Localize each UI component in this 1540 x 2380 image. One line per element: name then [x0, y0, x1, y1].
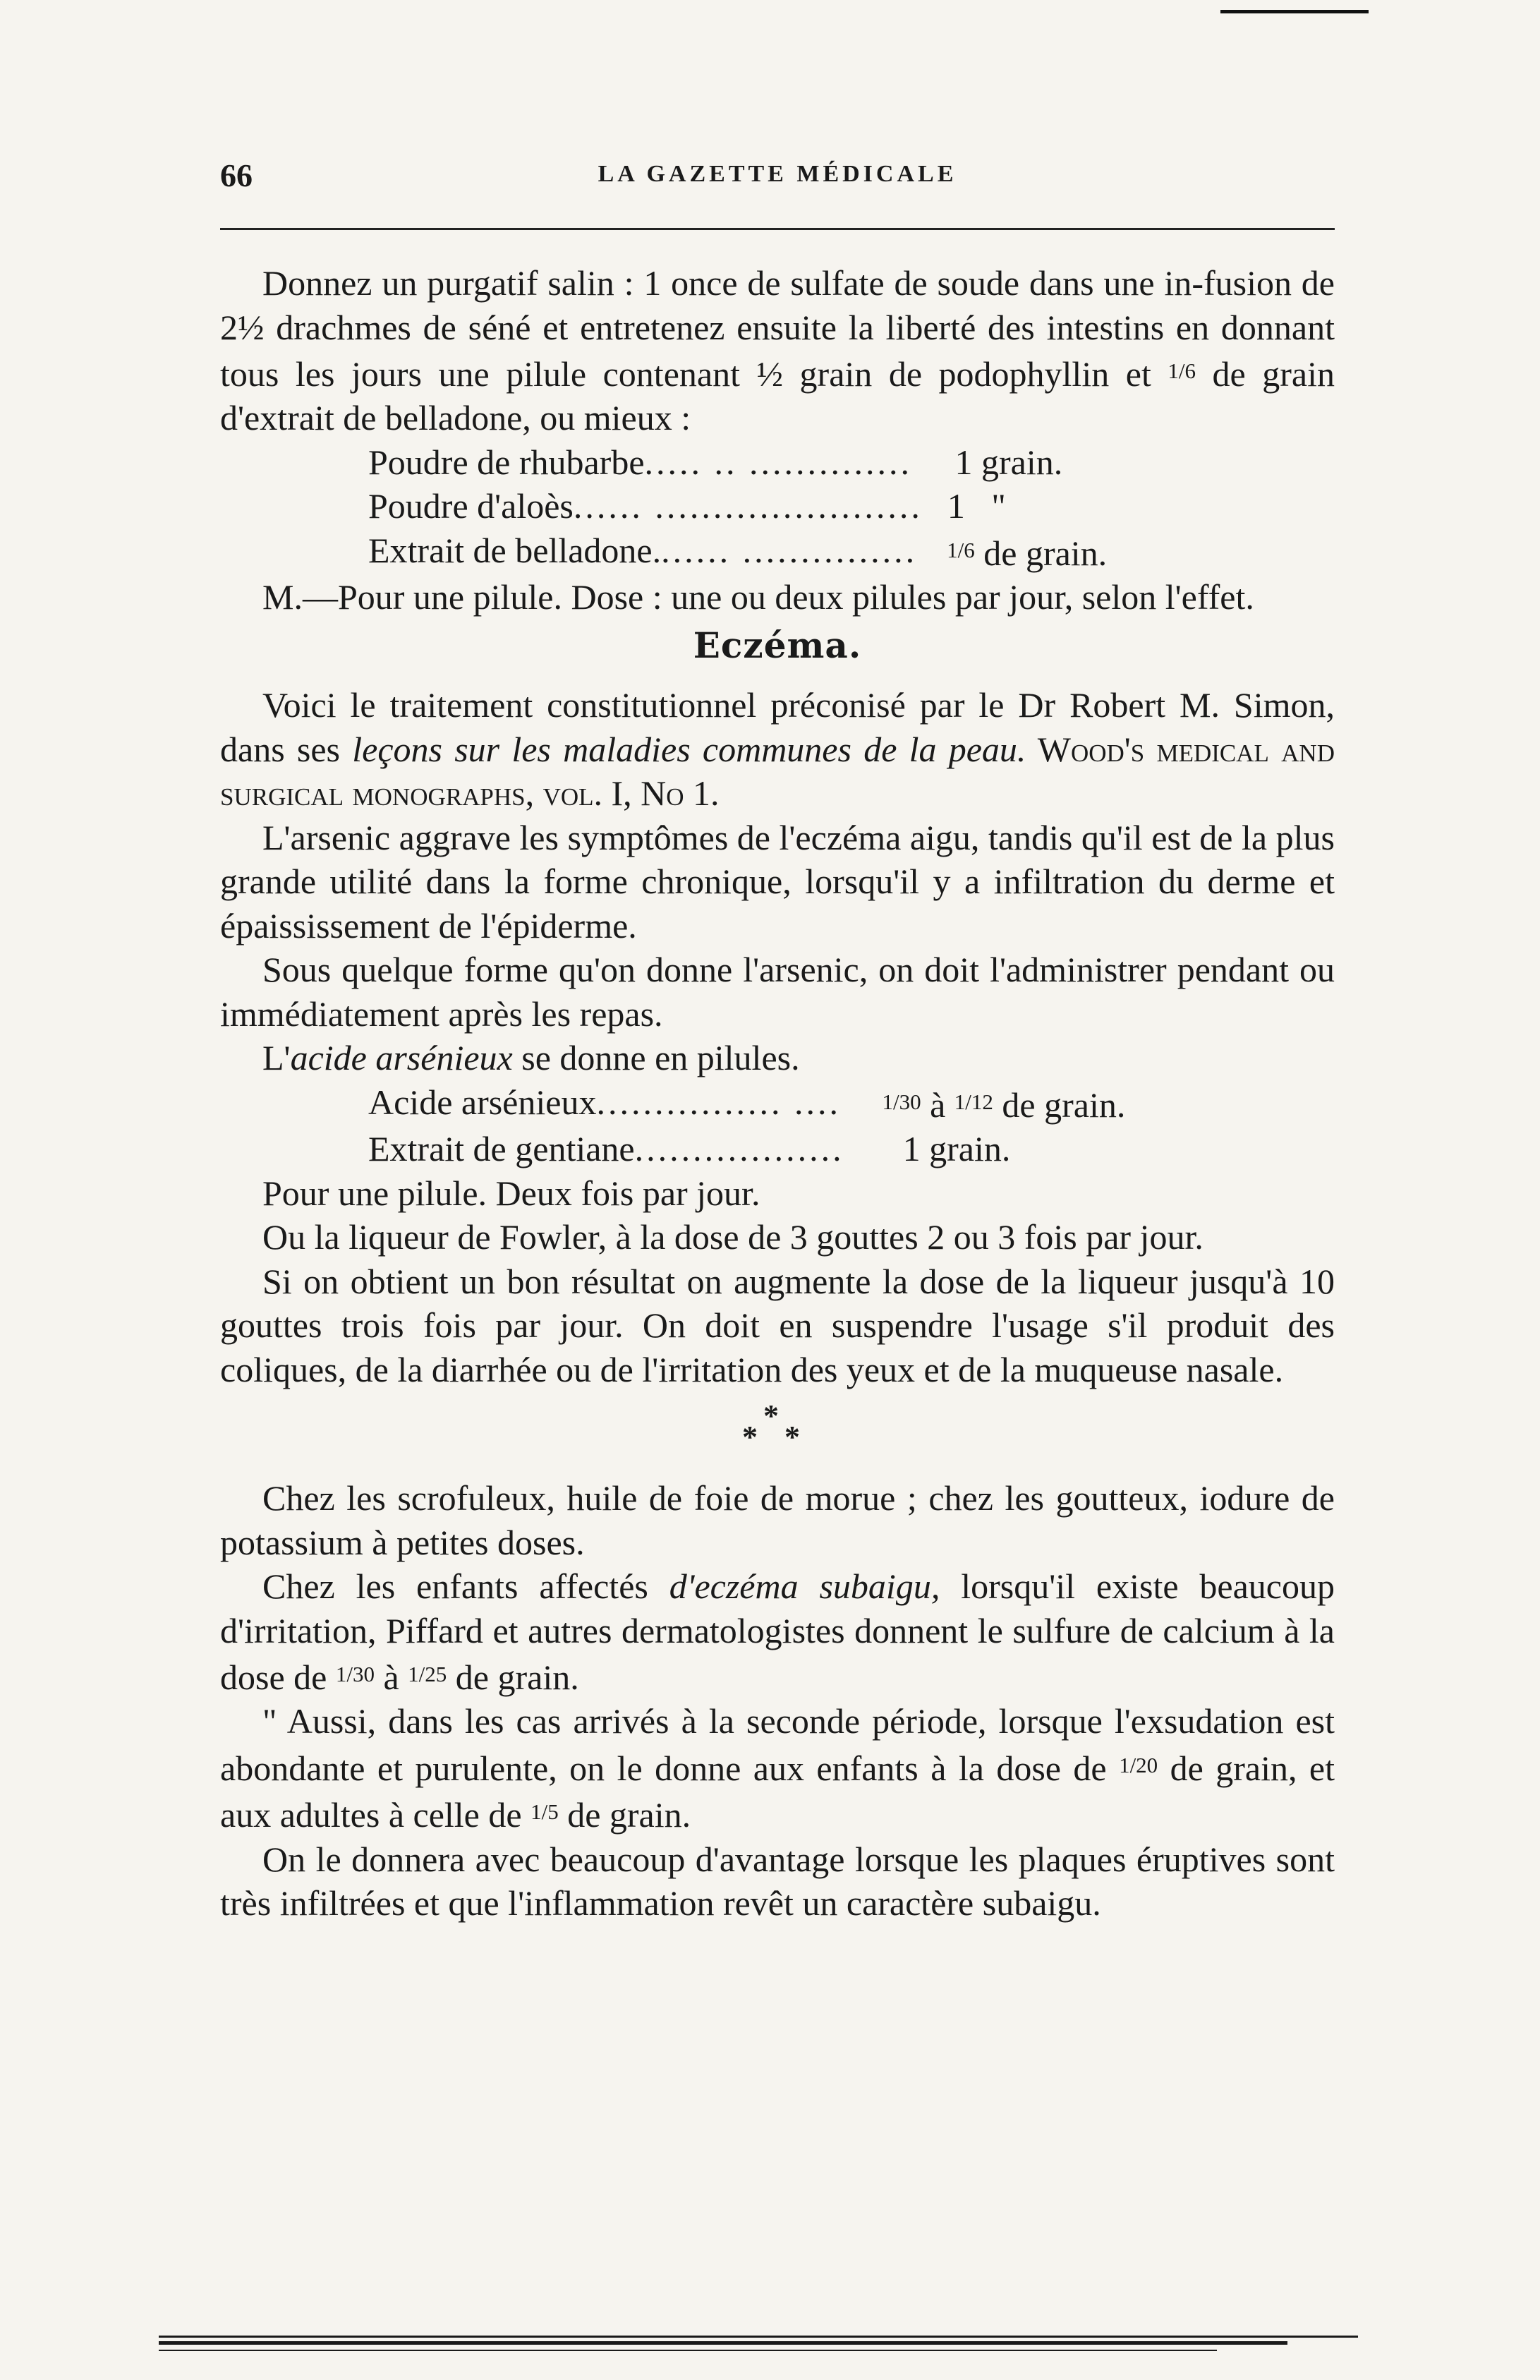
asterism-star: * — [742, 1420, 758, 1455]
paragraph-arsenic: L'arsenic aggrave les symptômes de l'eczéma aigu, tandis qu'il est de la plus grande utilité dans la forme chronique, lorsqu'il y a infiltration du derme et épaississement de l'épiderme. — [220, 817, 1335, 946]
paragraph-administration: Sous quelque forme qu'on donne l'arsenic, on doit l'administrer pendant ou immédiatement après les repas. — [220, 950, 1335, 1034]
fraction: 1/30 — [882, 1089, 921, 1114]
text-run: grain de podophyllin et — [783, 354, 1168, 394]
text-run: Donnez un purgatif salin : — [262, 263, 644, 303]
quantity: de grain. — [993, 1085, 1126, 1125]
paragraph-exsudation — [220, 1699, 1335, 1837]
page-body — [220, 261, 1335, 1926]
prescription-line — [368, 1127, 1335, 1171]
paragraph-enfants — [220, 1564, 1335, 1699]
text-run: . — [710, 773, 720, 814]
fraction: ½ — [238, 307, 265, 347]
leader-dots: ...... ....................... — [573, 486, 923, 526]
quantity: 1 grain. — [902, 1129, 1011, 1169]
text-run: de grain. — [558, 1795, 691, 1835]
text-run: L' — [262, 1038, 291, 1078]
prescription-line — [368, 440, 1335, 485]
ingredient: Poudre de rhubarbe — [368, 442, 645, 482]
leader-dots: .................. — [634, 1129, 844, 1169]
quantity: de grain. — [974, 533, 1108, 573]
fraction: 1/5 — [530, 1799, 559, 1825]
paragraph-dose: M.—Pour une pilule. Dose : une ou deux pilules par jour, selon l'effet. — [262, 577, 1254, 617]
text-run: Chez les enfants affectés — [262, 1566, 669, 1607]
paragraph-acide — [220, 1036, 1335, 1080]
substance-name: acide arsénieux — [290, 1038, 513, 1078]
page-number: 66 — [220, 157, 253, 193]
fraction: 1/20 — [1119, 1752, 1158, 1777]
numeral: 1 — [693, 773, 711, 814]
ingredient: Acide arsénieux — [368, 1082, 597, 1122]
text-run: Voici le traitement constitutionnel préconisé par le Dr Robert M. Simon, dans ses — [220, 685, 1335, 769]
ingredient: Poudre d'aloès — [368, 486, 574, 526]
footer-ornament-rule — [159, 2307, 1358, 2364]
prescription-line — [368, 484, 1335, 528]
numeral: 1 — [643, 263, 662, 303]
paragraph-intro — [220, 683, 1335, 816]
paragraph-augmentation: Si on obtient un bon résultat on augmente la dose de la liqueur jusqu'à 10 gouttes trois fois par jour. On doit en suspendre l'usage s'il produit des coliques, de la diarrhée ou de l'irritation des yeux et de la muqueuse nasale. — [220, 1261, 1335, 1389]
text-run: lorsqu'il existe beaucoup d'irritation, Piffard et autres dermatologistes donnent le sulfure de calcium à la dose de — [220, 1566, 1335, 1697]
section-title: Eczéma. — [693, 624, 862, 666]
text-run: de grain d'extrait de belladone, ou mieux : — [220, 354, 1335, 438]
paragraph-fowler: Ou la liqueur de Fowler, à la dose de 3 gouttes 2 ou 3 fois par jour. — [262, 1217, 1203, 1257]
paragraph-plaques: On le donnera avec beaucoup d'avantage lorsque les plaques éruptives sont très infiltrées et que l'inflammation revêt un caractère subaigu. — [220, 1839, 1335, 1923]
quantity: 1 grain. — [954, 442, 1063, 482]
paragraph-purgatif — [220, 261, 1335, 440]
text-run: à — [374, 1657, 408, 1697]
quantity: 1 " — [947, 486, 1006, 526]
fraction: 1/30 — [335, 1662, 375, 1687]
ingredient: Extrait de gentiane — [368, 1129, 635, 1169]
page-header — [220, 157, 1335, 199]
fraction: 1/25 — [408, 1662, 447, 1687]
fraction: 1/6 — [1168, 358, 1196, 383]
fraction: 1/6 — [947, 537, 975, 562]
text-run: se donne en pilules. — [512, 1038, 800, 1078]
leader-dots: ................ .... — [596, 1082, 841, 1122]
asterism-star: * — [763, 1399, 779, 1434]
ingredient: Extrait de belladone. — [368, 530, 662, 570]
fraction: 1/12 — [954, 1089, 993, 1114]
journal-name: Wood's medical and surgical monographs, vol. I, No — [220, 729, 1335, 814]
paragraph-posologie: Pour une pilule. Deux fois par jour. — [262, 1173, 760, 1213]
text-run: once de sulfate de soude dans une in-fusion de 2 — [220, 263, 1335, 347]
prescription-line — [368, 528, 1335, 575]
text-run: de grain, et aux adultes à celle de — [220, 1748, 1335, 1835]
prescription-line — [368, 1080, 1335, 1127]
text-run: de grain. — [447, 1657, 579, 1697]
leader-dots: ..... .. .............. — [644, 442, 913, 482]
asterism-star: * — [784, 1420, 800, 1455]
diagnosis: d'eczéma subaigu, — [669, 1566, 940, 1607]
paragraph-scrofuleux: Chez les scrofuleux, huile de foie de morue ; chez les goutteux, iodure de potassium à petites doses. — [220, 1478, 1335, 1562]
book-title: leçons sur les maladies communes de la peau. — [352, 729, 1026, 769]
leader-dots: ...... ............... — [661, 530, 918, 570]
text-run: drachmes de séné et entretenez ensuite la liberté des intestins en donnant tous les jours une pilule contenant — [220, 307, 1335, 394]
asterism — [220, 1391, 1335, 1476]
running-head: LA GAZETTE MÉDICALE — [598, 161, 957, 187]
quantity: à — [921, 1085, 954, 1125]
header-rule — [220, 228, 1335, 230]
top-edge-rule — [1220, 10, 1369, 13]
text-run: " Aussi, dans les cas arrivés à la seconde période, lorsque l'exsudation est abondante et purulente, on le donne aux enfants à la dose de — [220, 1701, 1335, 1788]
fraction: ½ — [756, 354, 784, 394]
